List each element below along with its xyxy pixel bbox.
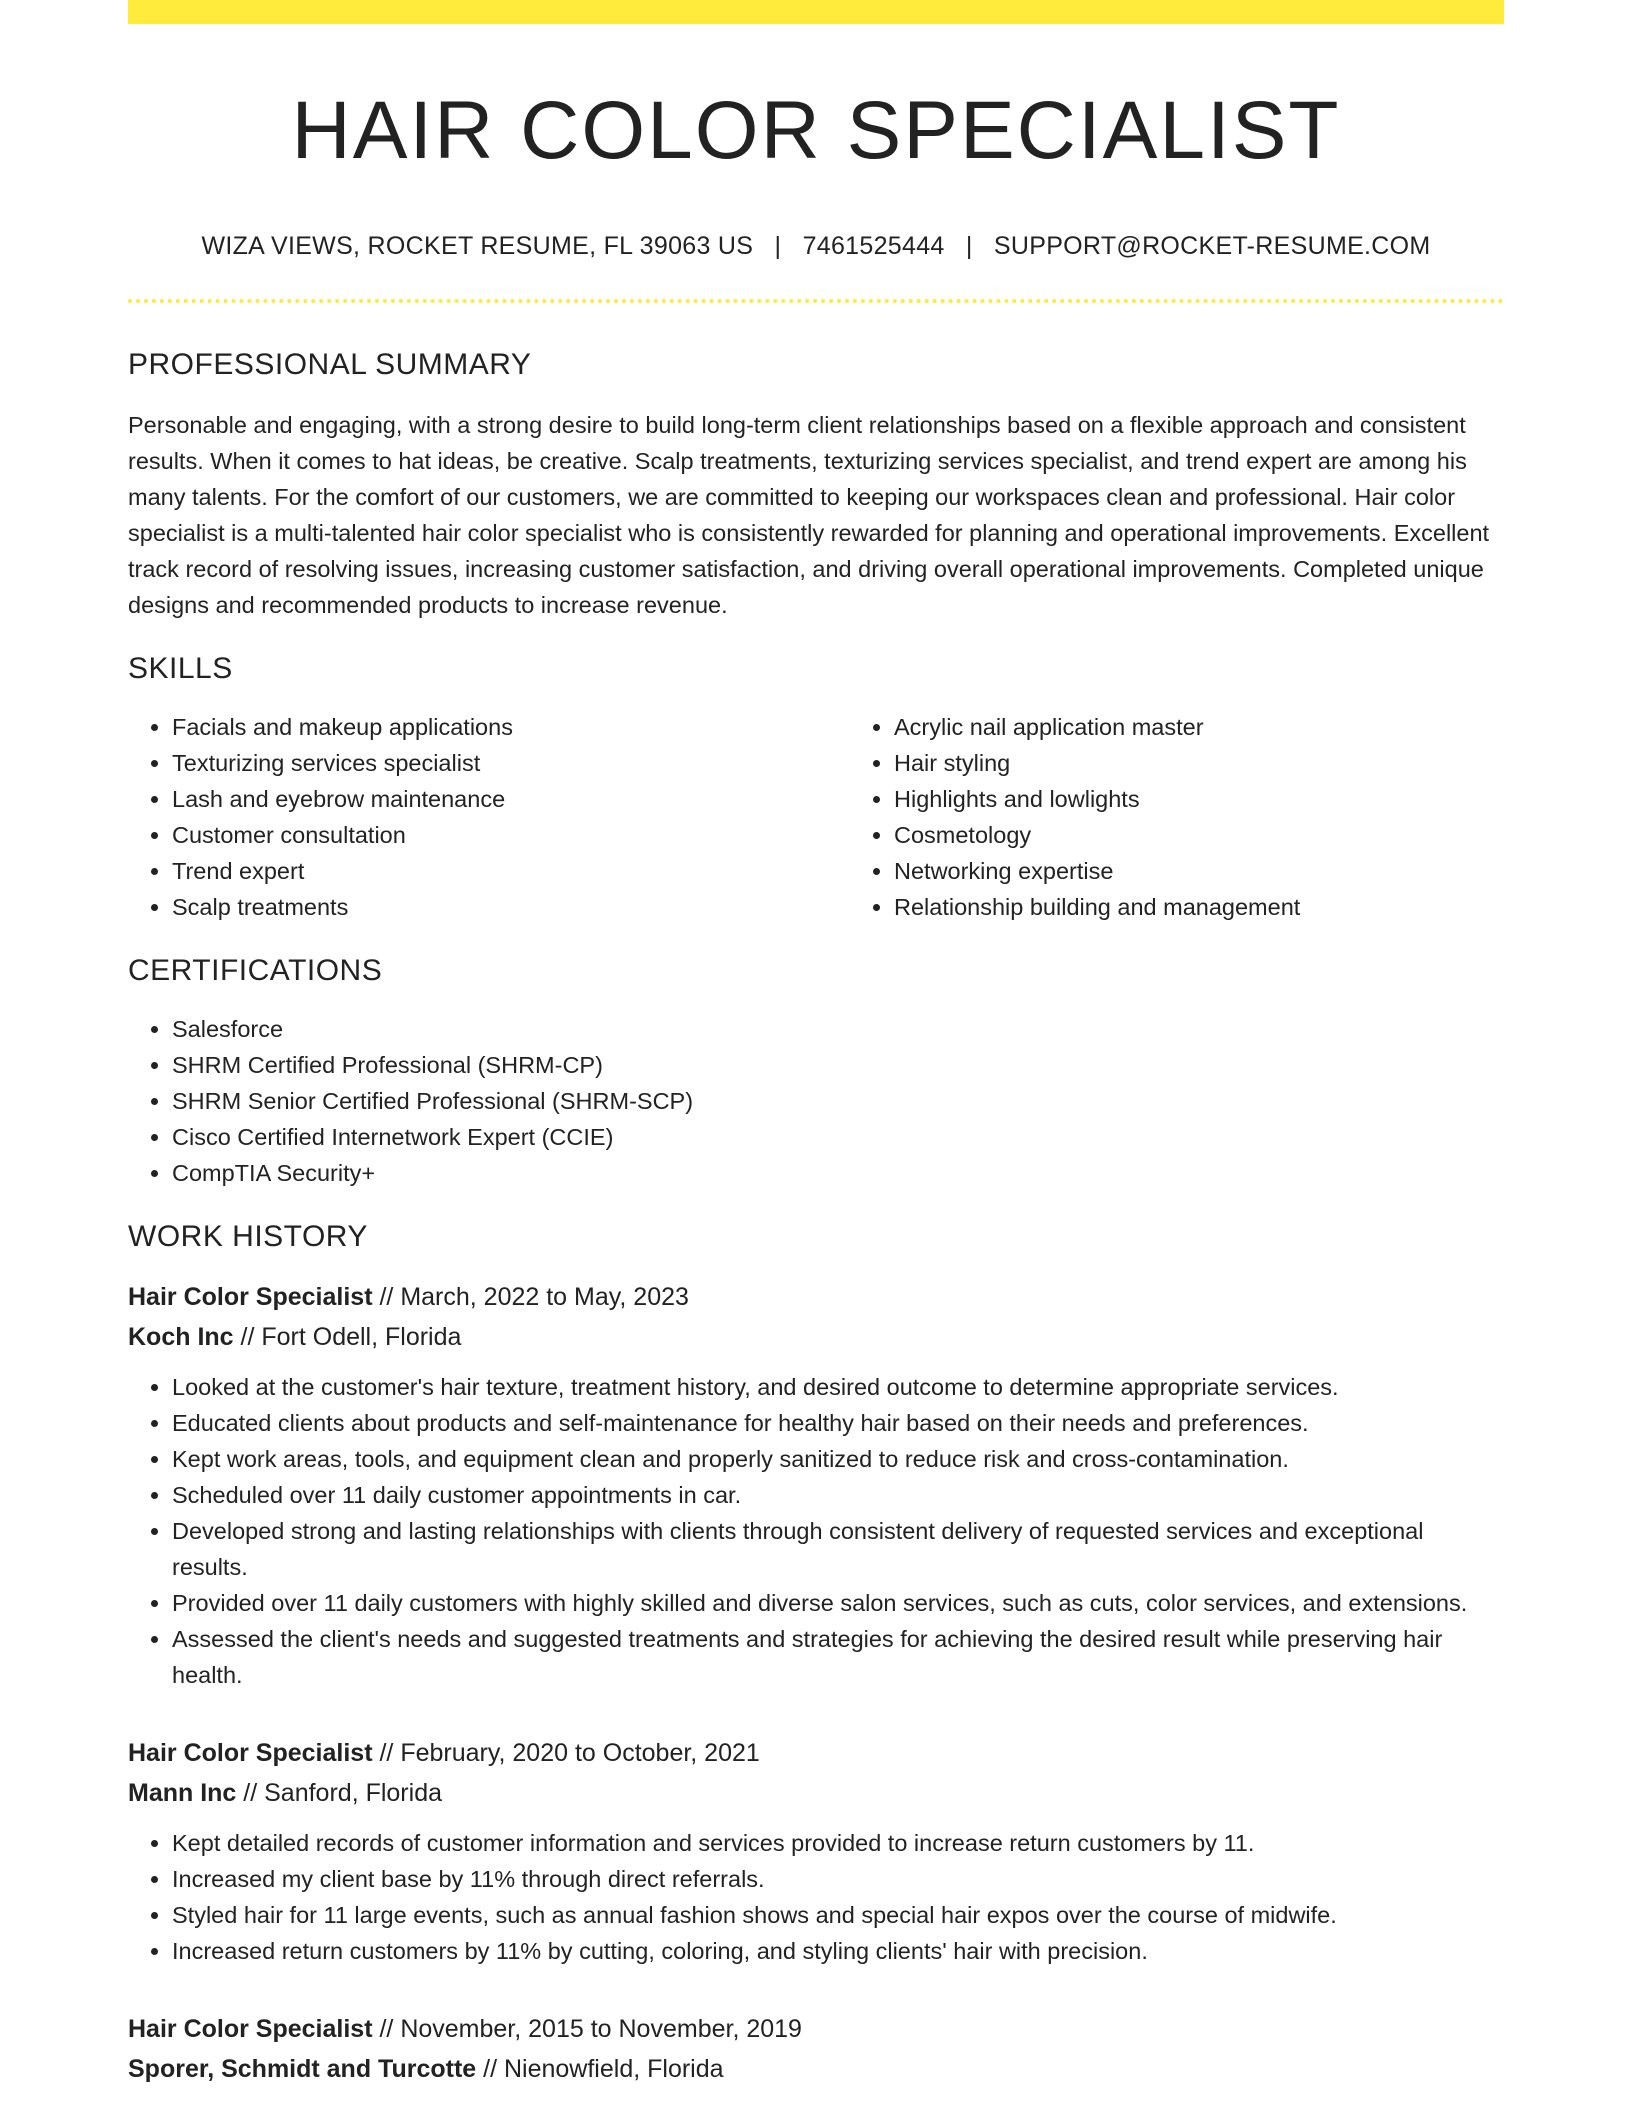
job-location: // Fort Odell, Florida bbox=[233, 1323, 462, 1352]
contact-phone: 7461525444 bbox=[802, 232, 945, 261]
job-role: Hair Color Specialist bbox=[128, 1739, 373, 1768]
list-item: • Networking expertise bbox=[894, 853, 1572, 889]
contact-separator: | bbox=[965, 232, 973, 261]
accent-bar bbox=[128, 0, 1504, 24]
list-item: • Assessed the client's needs and suggested treatments and strategies for achieving the desired result while preserving hair health. bbox=[172, 1621, 1504, 1693]
contact-line bbox=[128, 232, 1504, 261]
list-item: • Texturizing services specialist bbox=[172, 745, 850, 781]
job-role: Hair Color Specialist bbox=[128, 2015, 373, 2044]
job-company: Sporer, Schmidt and Turcotte bbox=[128, 2055, 477, 2084]
job-dates: // February, 2020 to October, 2021 bbox=[372, 1739, 760, 1768]
list-item: • Salesforce bbox=[172, 1011, 1504, 1047]
list-item: • Hair styling bbox=[894, 745, 1572, 781]
list-item: • SHRM Senior Certified Professional (SHRM-SCP) bbox=[172, 1083, 1504, 1119]
resume-page bbox=[128, 0, 1504, 2089]
job-role: Hair Color Specialist bbox=[128, 1283, 373, 1312]
list-item: • Increased my client base by 11% through direct referrals. bbox=[172, 1861, 1504, 1897]
list-item: • Styled hair for 11 large events, such as annual fashion shows and special hair expos over the course of midwife. bbox=[172, 1897, 1504, 1933]
contact-email: SUPPORT@ROCKET-RESUME.COM bbox=[993, 232, 1431, 261]
list-item: • Cosmetology bbox=[894, 817, 1572, 853]
skills-heading: SKILLS bbox=[128, 652, 233, 686]
list-item: • CompTIA Security+ bbox=[172, 1155, 1504, 1191]
list-item: • Relationship building and management bbox=[894, 889, 1572, 925]
list-item: • Highlights and lowlights bbox=[894, 781, 1572, 817]
job-company: Koch Inc bbox=[128, 1323, 234, 1352]
job-entry bbox=[128, 2009, 1504, 2089]
list-item: • Increased return customers by 11% by cutting, coloring, and styling clients' hair with precision. bbox=[172, 1933, 1504, 1969]
job-dates: // March, 2022 to May, 2023 bbox=[372, 1283, 689, 1312]
list-item: • Kept work areas, tools, and equipment clean and properly sanitized to reduce risk and cross-contamination. bbox=[172, 1441, 1504, 1477]
job-bullets bbox=[128, 1825, 1504, 1969]
job-company-line bbox=[128, 1773, 1504, 1813]
list-item: • Cisco Certified Internetwork Expert (CCIE) bbox=[172, 1119, 1504, 1155]
job-dates: // November, 2015 to November, 2019 bbox=[372, 2015, 802, 2044]
list-item: • Scalp treatments bbox=[172, 889, 850, 925]
job-role-line bbox=[128, 1277, 1504, 1317]
job-role-line bbox=[128, 2009, 1504, 2049]
list-item: • Trend expert bbox=[172, 853, 850, 889]
list-item: • Looked at the customer's hair texture, treatment history, and desired outcome to determine appropriate services. bbox=[172, 1369, 1504, 1405]
resume-title: HAIR COLOR SPECIALIST bbox=[291, 85, 1341, 176]
work-history-heading: WORK HISTORY bbox=[128, 1220, 368, 1254]
job-role-line bbox=[128, 1733, 1504, 1773]
list-item: • Provided over 11 daily customers with highly skilled and diverse salon services, such as cuts, color services, and extensions. bbox=[172, 1585, 1504, 1621]
job-bullets bbox=[128, 1369, 1504, 1693]
job-location: // Sanford, Florida bbox=[236, 1779, 442, 1808]
contact-separator: | bbox=[774, 232, 782, 261]
summary-text: Personable and engaging, with a strong desire to build long-term client relationships based on a flexible approach and consistent results. When it comes to hat ideas, be creative. Scalp treatments, texturizing services specialist, and trend expert are among his many talents. For the comfort of our customers, we are committed to keeping our workspaces clean and professional. Hair color specialist is a multi-talented hair color specialist who is consistently rewarded for planning and operational improvements. Excellent track record of resolving issues, increasing customer satisfaction, and driving overall operational improvements. Completed unique designs and recommended products to increase revenue. bbox=[128, 412, 1490, 619]
job-location: // Nienowfield, Florida bbox=[476, 2055, 724, 2084]
job-entry bbox=[128, 1277, 1504, 1693]
list-item: • Facials and makeup applications bbox=[172, 709, 850, 745]
list-item: • Scheduled over 11 daily customer appointments in car. bbox=[172, 1477, 1504, 1513]
list-item: • Customer consultation bbox=[172, 817, 850, 853]
list-item: • Acrylic nail application master bbox=[894, 709, 1572, 745]
skills-list-left bbox=[128, 709, 850, 925]
list-item: • Lash and eyebrow maintenance bbox=[172, 781, 850, 817]
certifications-list bbox=[128, 1011, 1504, 1191]
skills-grid bbox=[128, 687, 1504, 925]
list-item: • Developed strong and lasting relationships with clients through consistent delivery of requested services and exceptional results. bbox=[172, 1513, 1504, 1585]
job-entry bbox=[128, 1733, 1504, 1969]
list-item: • SHRM Certified Professional (SHRM-CP) bbox=[172, 1047, 1504, 1083]
job-company: Mann Inc bbox=[128, 1779, 237, 1808]
contact-address: WIZA VIEWS, ROCKET RESUME, FL 39063 US bbox=[201, 232, 754, 261]
work-history-list bbox=[128, 1277, 1504, 2089]
skills-list-right bbox=[850, 709, 1572, 925]
job-company-line bbox=[128, 2049, 1504, 2089]
certifications-heading: CERTIFICATIONS bbox=[128, 954, 383, 988]
summary-heading: PROFESSIONAL SUMMARY bbox=[128, 348, 532, 382]
job-company-line bbox=[128, 1317, 1504, 1357]
list-item: • Kept detailed records of customer information and services provided to increase return customers by 11. bbox=[172, 1825, 1504, 1861]
list-item: • Educated clients about products and self-maintenance for healthy hair based on their needs and preferences. bbox=[172, 1405, 1504, 1441]
dotted-divider bbox=[128, 299, 1504, 303]
